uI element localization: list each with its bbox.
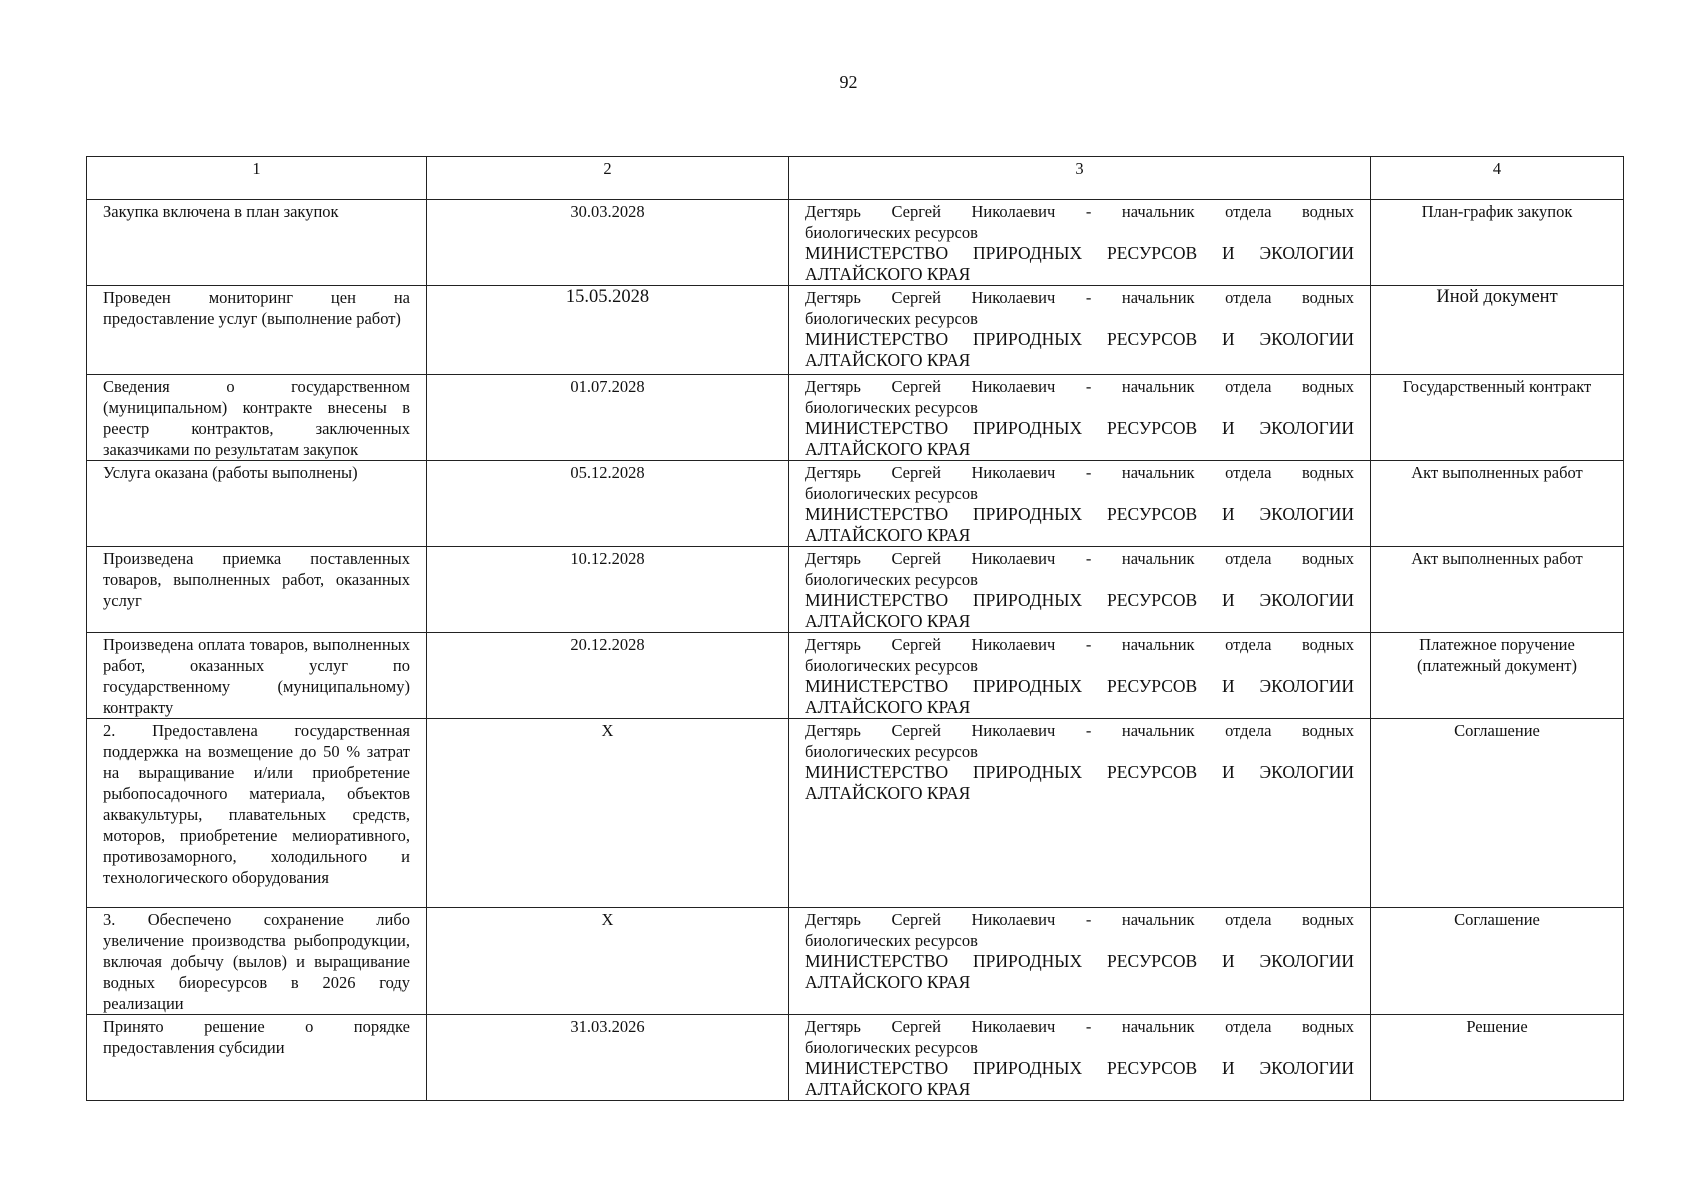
column-header-4: 4 bbox=[1371, 157, 1624, 200]
date-cell: 05.12.2028 bbox=[427, 461, 789, 547]
responsible-cell bbox=[789, 719, 1371, 908]
date-cell: 15.05.2028 bbox=[427, 286, 789, 375]
responsible-org: МИНИСТЕРСТВО ПРИРОДНЫХ РЕСУРСОВ И ЭКОЛОГИИ bbox=[805, 243, 1354, 263]
responsible-org: МИНИСТЕРСТВО ПРИРОДНЫХ РЕСУРСОВ И ЭКОЛОГИИ bbox=[805, 590, 1354, 610]
responsible-org-cont: АЛТАЙСКОГО КРАЯ bbox=[805, 525, 971, 545]
table-header-row bbox=[87, 157, 1624, 200]
responsible-person-cont: биологических ресурсов bbox=[805, 1038, 978, 1057]
event-cell: Произведена оплата товаров, выполненных работ, оказанных услуг по государственному (муниципальному) контракту bbox=[87, 633, 427, 719]
responsible-org: МИНИСТЕРСТВО ПРИРОДНЫХ РЕСУРСОВ И ЭКОЛОГИИ bbox=[805, 504, 1354, 524]
table-row bbox=[87, 375, 1624, 461]
responsible-person-cont: биологических ресурсов bbox=[805, 223, 978, 242]
responsible-org: МИНИСТЕРСТВО ПРИРОДНЫХ РЕСУРСОВ И ЭКОЛОГИИ bbox=[805, 762, 1354, 782]
responsible-person-cont: биологических ресурсов bbox=[805, 742, 978, 761]
column-header-3: 3 bbox=[789, 157, 1371, 200]
document-cell: Акт выполненных работ bbox=[1371, 461, 1624, 547]
date-cell: 10.12.2028 bbox=[427, 547, 789, 633]
event-cell: Услуга оказана (работы выполнены) bbox=[87, 461, 427, 547]
responsible-person: Дегтярь Сергей Николаевич - начальник отдела водных bbox=[805, 463, 1354, 482]
responsible-person: Дегтярь Сергей Николаевич - начальник отдела водных bbox=[805, 202, 1354, 221]
responsible-cell bbox=[789, 375, 1371, 461]
event-cell: Сведения о государственном (муниципальном) контракте внесены в реестр контрактов, заключенных заказчиками по результатам закупок bbox=[87, 375, 427, 461]
date-cell: 31.03.2026 bbox=[427, 1015, 789, 1101]
event-cell: Проведен мониторинг цен на предоставление услуг (выполнение работ) bbox=[87, 286, 427, 375]
responsible-cell bbox=[789, 286, 1371, 375]
responsible-cell bbox=[789, 908, 1371, 1015]
responsible-org: МИНИСТЕРСТВО ПРИРОДНЫХ РЕСУРСОВ И ЭКОЛОГИИ bbox=[805, 418, 1354, 438]
responsible-cell bbox=[789, 200, 1371, 286]
responsible-org-cont: АЛТАЙСКОГО КРАЯ bbox=[805, 783, 971, 803]
table-row bbox=[87, 547, 1624, 633]
column-header-1: 1 bbox=[87, 157, 427, 200]
event-cell: 2. Предоставлена государственная поддержка на возмещение до 50 % затрат на выращивание и/или приобретение рыбопосадочного материала, объектов аквакультуры, плавательных средств, моторов, приобретение мелиоративного, противозаморного, холодильного и технологического оборудования bbox=[87, 719, 427, 908]
responsible-person: Дегтярь Сергей Николаевич - начальник отдела водных bbox=[805, 910, 1354, 929]
table-row bbox=[87, 200, 1624, 286]
responsible-person-cont: биологических ресурсов bbox=[805, 398, 978, 417]
responsible-cell bbox=[789, 461, 1371, 547]
date-cell: 20.12.2028 bbox=[427, 633, 789, 719]
table-row bbox=[87, 633, 1624, 719]
responsible-org: МИНИСТЕРСТВО ПРИРОДНЫХ РЕСУРСОВ И ЭКОЛОГИИ bbox=[805, 1058, 1354, 1078]
responsible-cell bbox=[789, 547, 1371, 633]
document-cell: План-график закупок bbox=[1371, 200, 1624, 286]
document-cell: Решение bbox=[1371, 1015, 1624, 1101]
responsible-org-cont: АЛТАЙСКОГО КРАЯ bbox=[805, 1079, 971, 1099]
table-row bbox=[87, 286, 1624, 375]
document-cell: Соглашение bbox=[1371, 719, 1624, 908]
event-cell: Закупка включена в план закупок bbox=[87, 200, 427, 286]
event-cell: Произведена приемка поставленных товаров, выполненных работ, оказанных услуг bbox=[87, 547, 427, 633]
schedule-table bbox=[86, 156, 1624, 1101]
responsible-person-cont: биологических ресурсов bbox=[805, 931, 978, 950]
responsible-org-cont: АЛТАЙСКОГО КРАЯ bbox=[805, 264, 971, 284]
table-row bbox=[87, 908, 1624, 1015]
responsible-person: Дегтярь Сергей Николаевич - начальник отдела водных bbox=[805, 1017, 1354, 1036]
event-cell: Принято решение о порядке предоставления субсидии bbox=[87, 1015, 427, 1101]
date-cell: X bbox=[427, 908, 789, 1015]
document-cell: Соглашение bbox=[1371, 908, 1624, 1015]
table-row bbox=[87, 1015, 1624, 1101]
responsible-person-cont: биологических ресурсов bbox=[805, 656, 978, 675]
responsible-person-cont: биологических ресурсов bbox=[805, 484, 978, 503]
responsible-cell bbox=[789, 633, 1371, 719]
table-row bbox=[87, 461, 1624, 547]
document-cell: Акт выполненных работ bbox=[1371, 547, 1624, 633]
table-row bbox=[87, 719, 1624, 908]
date-cell: 30.03.2028 bbox=[427, 200, 789, 286]
responsible-person: Дегтярь Сергей Николаевич - начальник отдела водных bbox=[805, 377, 1354, 396]
responsible-person-cont: биологических ресурсов bbox=[805, 570, 978, 589]
responsible-org-cont: АЛТАЙСКОГО КРАЯ bbox=[805, 611, 971, 631]
page-number: 92 bbox=[839, 72, 858, 92]
responsible-org: МИНИСТЕРСТВО ПРИРОДНЫХ РЕСУРСОВ И ЭКОЛОГИИ bbox=[805, 676, 1354, 696]
responsible-org-cont: АЛТАЙСКОГО КРАЯ bbox=[805, 439, 971, 459]
event-cell: 3. Обеспечено сохранение либо увеличение производства рыбопродукции, включая добычу (вылов) и выращивание водных биоресурсов в 2026 году реализации bbox=[87, 908, 427, 1015]
responsible-org: МИНИСТЕРСТВО ПРИРОДНЫХ РЕСУРСОВ И ЭКОЛОГИИ bbox=[805, 329, 1354, 349]
responsible-org-cont: АЛТАЙСКОГО КРАЯ bbox=[805, 350, 971, 370]
responsible-org-cont: АЛТАЙСКОГО КРАЯ bbox=[805, 697, 971, 717]
responsible-person: Дегтярь Сергей Николаевич - начальник отдела водных bbox=[805, 721, 1354, 740]
responsible-org-cont: АЛТАЙСКОГО КРАЯ bbox=[805, 972, 971, 992]
document-cell: Государственный контракт bbox=[1371, 375, 1624, 461]
column-header-2: 2 bbox=[427, 157, 789, 200]
responsible-person: Дегтярь Сергей Николаевич - начальник отдела водных bbox=[805, 288, 1354, 307]
document-cell: Иной документ bbox=[1371, 286, 1624, 375]
responsible-person-cont: биологических ресурсов bbox=[805, 309, 978, 328]
document-cell: Платежное поручение (платежный документ) bbox=[1371, 633, 1624, 719]
date-cell: 01.07.2028 bbox=[427, 375, 789, 461]
responsible-org: МИНИСТЕРСТВО ПРИРОДНЫХ РЕСУРСОВ И ЭКОЛОГИИ bbox=[805, 951, 1354, 971]
responsible-person: Дегтярь Сергей Николаевич - начальник отдела водных bbox=[805, 635, 1354, 654]
responsible-person: Дегтярь Сергей Николаевич - начальник отдела водных bbox=[805, 549, 1354, 568]
responsible-cell bbox=[789, 1015, 1371, 1101]
date-cell: X bbox=[427, 719, 789, 908]
